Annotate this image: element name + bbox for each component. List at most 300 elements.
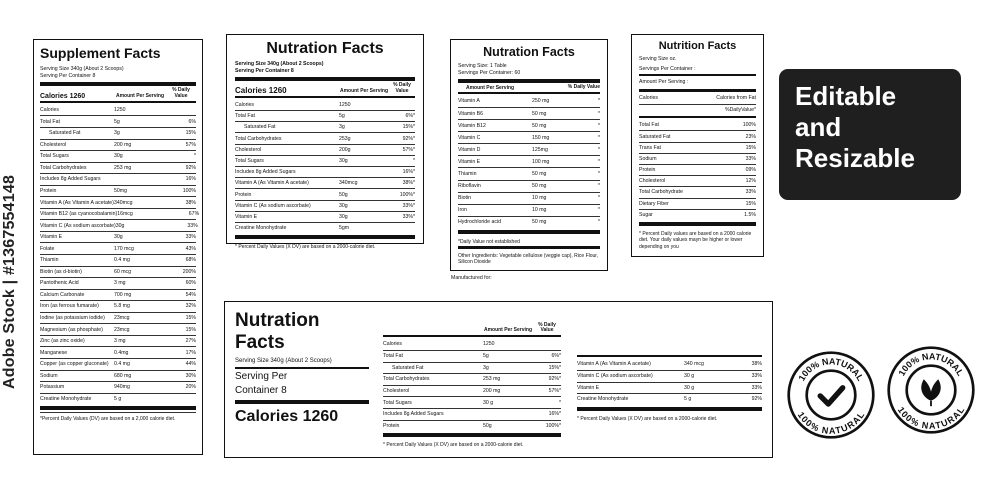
nutrient-amount: 50 mg xyxy=(532,110,547,117)
nutrient-amount: 50 mg xyxy=(532,171,547,178)
servings-per-container: Serving Per Container 8 xyxy=(235,68,294,75)
table-header xyxy=(40,88,196,100)
wide-label-middle-column xyxy=(377,310,567,449)
table-row xyxy=(40,289,196,301)
footnote: * Percent Daily Values (X DV) are based on a 2000-calorie diet. xyxy=(577,415,718,422)
table-row xyxy=(40,277,196,289)
dv-header: % Daily Value xyxy=(172,87,190,99)
nutrient-name: Total Fat xyxy=(639,121,659,128)
nutrient-amount: 250 mg xyxy=(532,97,550,104)
nutrient-name: Vitamin A (As Vitamin A acetate) xyxy=(577,361,651,368)
nutrient-name: Protein xyxy=(40,188,57,195)
table-row xyxy=(458,204,600,216)
table-header xyxy=(458,85,600,91)
table-row xyxy=(383,385,561,397)
table-row xyxy=(235,200,415,211)
nutrient-dv: 09% xyxy=(745,167,756,174)
nutrient-name: Creatine Monohydrate xyxy=(577,396,629,403)
divider xyxy=(40,101,196,103)
nutrient-amount: 30g xyxy=(339,157,348,164)
nutrient-dv: 27% xyxy=(185,338,196,345)
nutrient-dv: 92%* xyxy=(548,376,561,383)
nutrient-name: Cholesterol xyxy=(639,178,666,185)
nutrient-name: Cholesterol xyxy=(40,141,67,148)
natural-check-stamp xyxy=(786,350,876,440)
divider xyxy=(458,79,600,83)
nutrient-dv: 6% xyxy=(188,118,196,125)
divider xyxy=(235,96,415,98)
table-row xyxy=(458,131,600,143)
table-row xyxy=(235,166,415,177)
nutrient-name: Hydrochloride acid xyxy=(458,219,501,226)
table-row xyxy=(458,155,600,167)
nutrient-name: Iron (as ferrous fumarate) xyxy=(40,303,99,310)
table-row xyxy=(577,382,762,394)
stock-credit: Adobe Stock | #1367554148 xyxy=(1,174,18,389)
table-row xyxy=(40,162,196,174)
nutrient-amount: 200 mg xyxy=(483,388,501,395)
table-row xyxy=(577,370,762,382)
nutrient-amount: 200 mg xyxy=(114,141,132,148)
table-row xyxy=(40,381,196,393)
divider xyxy=(235,400,369,404)
nutrient-amount: 1250 xyxy=(339,101,351,108)
nutrient-amount: 10 mg xyxy=(532,195,547,202)
nutrient-name: Trans Fat xyxy=(639,144,662,151)
table-row xyxy=(40,300,196,312)
nutrient-amount: 253g xyxy=(339,135,351,142)
nutrient-amount: 940mg xyxy=(114,384,130,391)
nutrient-dv: 33% xyxy=(745,189,756,196)
nutrient-amount: 1250 xyxy=(483,341,495,348)
nutrient-dv: 57% xyxy=(185,141,196,148)
nutrient-dv: 6%* xyxy=(551,353,561,360)
serving-size: Serving Size oz. xyxy=(639,56,677,62)
nutrient-name: Vitamin A (As Vitamin A acetate) xyxy=(40,199,114,206)
table-row xyxy=(458,192,600,204)
nutrient-dv: * xyxy=(597,158,600,165)
table-row xyxy=(40,185,196,197)
nutrient-amount: 50g xyxy=(483,422,492,429)
manufactured-for: Manufactured for: xyxy=(451,275,492,281)
nutrient-dv: * xyxy=(597,134,600,141)
nutrient-dv: 20% xyxy=(185,384,196,391)
servings-per-container: Servings Per Container : xyxy=(639,66,696,73)
dv-header: % Daily Value xyxy=(393,82,411,94)
dv-header: %DailyValue* xyxy=(724,106,756,113)
table-row xyxy=(458,216,600,228)
nutrient-dv: 100% xyxy=(182,188,196,195)
nutrient-name: Vitamin B6 xyxy=(458,110,483,117)
stamp-text-top: 100% NATURAL xyxy=(796,356,866,383)
nutrient-amount: 0.4 mg xyxy=(114,257,130,264)
nutrient-dv: 57%* xyxy=(548,388,561,395)
nutrient-dv: 54% xyxy=(185,291,196,298)
table-row xyxy=(40,208,200,220)
nutrient-name: Calories xyxy=(40,106,60,113)
table-row xyxy=(235,144,415,155)
table-row xyxy=(383,408,561,420)
nutrient-dv: 6%* xyxy=(405,113,415,120)
table-row xyxy=(40,370,196,382)
divider xyxy=(458,246,600,248)
nutrient-dv: * xyxy=(193,153,196,160)
divider xyxy=(235,235,415,239)
nutrient-amount: 23mcg xyxy=(114,315,130,322)
nutrient-name: Total Carbohydrates xyxy=(235,135,282,142)
nutrient-name: Manganese xyxy=(40,349,68,356)
nutrient-dv: * xyxy=(597,122,600,129)
label-title: Nutration Facts xyxy=(266,40,384,57)
nutrient-dv: 200% xyxy=(182,268,196,275)
nutrient-name: Total Carbohydrate xyxy=(639,189,683,196)
nutrient-amount: 50 mg xyxy=(532,183,547,190)
nutrient-amount: 30g xyxy=(114,234,123,241)
nutrient-amount: 3 mg xyxy=(114,280,126,287)
nutrient-name: Vitamin E xyxy=(40,234,63,241)
table-row xyxy=(40,127,196,139)
table-row xyxy=(458,107,600,119)
nutrient-dv: * xyxy=(412,157,415,164)
nutrient-name: Vitamin C (As sodium ascorbate) xyxy=(40,222,116,229)
nutrient-name: Iodine (as potassium iodide) xyxy=(40,315,105,322)
serving-size: Serving Size 340g (About 2 Scoops) xyxy=(235,357,332,364)
nutrient-dv: * xyxy=(597,97,600,104)
nutrient-name: Saturated Fat xyxy=(49,130,81,137)
nutrient-amount: 30 g xyxy=(684,384,695,391)
divider xyxy=(639,116,756,118)
nutrient-amount: 200g xyxy=(339,146,351,153)
nutrient-amount: 125mg xyxy=(532,146,548,153)
nutrient-dv: 92%* xyxy=(402,135,415,142)
nutrient-name: Protein xyxy=(235,191,252,198)
nutrient-name: Vitamin C (As sodium ascorbate) xyxy=(235,202,311,209)
label-title-line1: Nutration xyxy=(235,310,320,331)
calories-heading: Calories 1260 xyxy=(235,408,339,426)
divider xyxy=(40,406,196,410)
nutrient-dv: 43% xyxy=(185,245,196,252)
nutrient-amount: 0.4 mg xyxy=(114,361,130,368)
other-ingredients: Other Ingredients: Vegetable cellulose (veggie cap), Rice Flour, Silicon Dioxide xyxy=(458,252,599,266)
nutrient-name: Magnesium (as phosphate) xyxy=(40,326,103,333)
nutrient-amount: 0.4mg xyxy=(114,349,129,356)
nutrient-amount: 253 mg xyxy=(114,164,132,171)
table-row xyxy=(40,242,196,254)
nutrient-dv: * xyxy=(558,399,561,406)
nutrient-dv: 38% xyxy=(185,199,196,206)
nutrient-name: Cholesterol xyxy=(235,146,262,153)
nutrient-amount: 340mcg xyxy=(114,199,133,206)
table-row xyxy=(235,155,415,166)
nutrient-table xyxy=(639,119,756,220)
nutrient-name: Saturated Fat xyxy=(244,124,276,131)
table-row xyxy=(383,396,561,408)
nutrient-dv: * xyxy=(597,195,600,202)
table-row xyxy=(639,186,756,197)
table-row xyxy=(40,231,196,243)
table-row xyxy=(40,346,196,358)
divider xyxy=(639,89,756,91)
serving-size: Serving Size 340g (About 2 Scoops) xyxy=(40,66,124,72)
nutrient-name: Vitamin C xyxy=(458,134,481,141)
table-row xyxy=(639,119,756,130)
nutrient-amount: 3g xyxy=(483,364,489,371)
nutrient-name: Vitamin B12 xyxy=(458,122,486,129)
nutrient-name: Vitamin E xyxy=(577,384,600,391)
divider xyxy=(458,230,600,234)
nutrition-facts-label-wide xyxy=(224,301,773,458)
table-row xyxy=(40,266,196,278)
nutrient-name: Copper (as copper gluconate) xyxy=(40,361,109,368)
nutrient-amount: 30g xyxy=(339,202,348,209)
table-row xyxy=(639,164,756,175)
dv-header-row xyxy=(639,104,756,115)
stamp-text-bottom: 100% NATURAL xyxy=(895,405,967,431)
nutrient-name: Vitamin D xyxy=(458,146,481,153)
nutrient-dv: 33%* xyxy=(402,202,415,209)
serving-size: Serving Size: 1 Table xyxy=(458,62,507,69)
table-row xyxy=(235,99,415,110)
nutrient-name: Vitamin E xyxy=(458,158,481,165)
calories-heading: Calories 1260 xyxy=(235,85,287,95)
nutrient-amount: 16mcg xyxy=(117,211,133,218)
table-row xyxy=(235,121,415,132)
table-row xyxy=(458,143,600,155)
amount-per-serving: Amount Per Serving : xyxy=(639,79,689,86)
divider xyxy=(383,433,561,437)
nutrient-amount: 30g xyxy=(115,222,125,229)
nutrient-dv: 100%* xyxy=(545,422,561,429)
dv-header: % Daily Value xyxy=(538,321,556,334)
footnote: * Percent Daily values are based on a 2000 calorie diet. Your daily values mayn be higher or lower depending on you xyxy=(639,230,752,250)
nutrient-amount: 680 mg xyxy=(114,372,132,379)
nutrient-amount: 3 mg xyxy=(114,338,126,345)
table-row xyxy=(458,95,600,107)
nutrient-amount: 30 g xyxy=(684,373,695,380)
divider xyxy=(577,355,762,357)
nutrient-name: Thiamin xyxy=(40,257,59,264)
nutrient-dv: 67% xyxy=(188,211,200,218)
nutrient-dv: 68% xyxy=(185,257,196,264)
nutrient-amount: 23mcg xyxy=(114,326,130,333)
table-row xyxy=(235,211,415,222)
nutrition-facts-label-2 xyxy=(450,39,608,271)
table-row xyxy=(639,209,756,220)
table-row xyxy=(40,150,196,162)
nutrient-dv: 15% xyxy=(745,144,756,151)
nutrition-facts-label-1 xyxy=(226,34,424,251)
nutrient-name: Riboflavin xyxy=(458,183,481,190)
nutrient-name: Sugar xyxy=(639,211,653,218)
nutrient-dv: 33% xyxy=(751,373,762,380)
nutrient-name: Calories xyxy=(383,341,403,348)
table-header xyxy=(383,310,561,334)
amount-header: Amount Per Serving xyxy=(466,84,515,91)
badge-line: Editable xyxy=(795,81,897,111)
table-row xyxy=(383,350,561,362)
nutrient-dv: 33%* xyxy=(402,213,415,220)
label-title: Nutration Facts xyxy=(483,45,575,59)
nutrient-dv: 17% xyxy=(185,349,196,356)
table-row xyxy=(235,177,415,188)
servings-line2: Container 8 xyxy=(235,385,287,397)
table-row xyxy=(639,198,756,209)
nutrient-amount: 3g xyxy=(339,124,345,131)
nutrient-amount: 340mcg xyxy=(339,180,358,187)
nutrient-name: Vitamin C (As sodium ascorbate) xyxy=(577,373,653,380)
serving-size: Serving Size 340g (About 2 Scoops) xyxy=(235,61,324,67)
table-row xyxy=(458,180,600,192)
divider xyxy=(458,92,600,94)
nutrient-amount: 50 mg xyxy=(532,219,547,226)
editable-badge xyxy=(779,69,961,200)
amount-header: Amount Per Serving xyxy=(115,92,165,99)
nutrient-amount: 30g xyxy=(339,213,348,220)
divider xyxy=(40,82,196,86)
amount-header: Amount Per Serving xyxy=(483,327,533,334)
nutrient-amount: 10 mg xyxy=(532,207,547,214)
nutrient-amount: 30 g xyxy=(483,399,494,406)
table-row xyxy=(235,132,415,143)
nutrient-name: Saturated Fat xyxy=(392,364,424,371)
nutrient-amount: 5gm xyxy=(339,225,350,232)
table-row xyxy=(40,139,196,151)
table-row xyxy=(40,196,196,208)
dv-header: % Daily Value xyxy=(567,83,600,90)
divider xyxy=(577,407,762,411)
label-title-line2: Facts xyxy=(235,331,285,353)
table-header xyxy=(235,83,415,95)
table-row xyxy=(383,373,561,385)
nutrient-name: Thiamin xyxy=(458,171,477,178)
table-row xyxy=(40,358,196,370)
nutrient-name: Protein xyxy=(383,422,400,429)
table-row xyxy=(40,173,196,185)
nutrient-amount: 340 mcg xyxy=(684,361,704,368)
nutrient-amount: 30g xyxy=(114,153,123,160)
nutrient-dv: * xyxy=(597,219,600,226)
table-row xyxy=(235,110,415,121)
nutrient-amount: 5 g xyxy=(684,396,692,403)
stamp-inner-ring xyxy=(807,371,856,420)
nutrient-dv: * xyxy=(597,207,600,214)
nutrition-facts-label-3 xyxy=(631,34,764,257)
stamp-inner-ring xyxy=(907,366,956,415)
check-icon xyxy=(820,388,843,404)
nutrient-name: Creatine Monohydrate xyxy=(235,225,287,232)
amount-header: Amount Per Serving xyxy=(339,87,389,94)
nutrient-dv: 15%* xyxy=(402,124,415,131)
nutrient-dv: 23% xyxy=(745,133,756,140)
nutrient-name: Total Sugars xyxy=(235,157,264,164)
servings-per-container: Serving Per Container 8 xyxy=(40,73,96,80)
nutrient-dv: 15%* xyxy=(548,364,561,371)
nutrient-name: Cholesterol xyxy=(383,388,410,395)
table-row xyxy=(639,142,756,153)
badge-line: and xyxy=(795,112,842,143)
footnote: *Percent Daily Values (DV) are based on a 2,000 calorie diet. xyxy=(40,412,196,423)
table-row xyxy=(235,222,415,233)
nutrient-amount: 5 g xyxy=(114,395,122,402)
table-row xyxy=(40,312,196,324)
servings-per-container: Servings Per Container: 60 xyxy=(458,69,521,76)
servings-line1: Serving Per xyxy=(235,371,288,383)
nutrient-dv: 92% xyxy=(751,396,762,403)
table-row xyxy=(383,362,561,374)
nutrient-table xyxy=(458,95,600,228)
divider xyxy=(383,335,561,337)
table-row xyxy=(639,153,756,164)
nutrient-name: Pantothenic Acid xyxy=(40,280,79,287)
nutrient-name: Includes 8g Added Sugars xyxy=(235,169,296,176)
stamp-text-bottom: 100% NATURAL xyxy=(795,410,867,436)
nutrient-amount: 5g xyxy=(339,113,345,120)
nutrient-dv: 30% xyxy=(185,372,196,379)
nutrient-name: Total Carbohydrates xyxy=(40,164,87,171)
nutrient-name: Potassium xyxy=(40,384,65,391)
nutrient-name: Folate xyxy=(40,245,55,252)
nutrient-dv: 38%* xyxy=(402,180,415,187)
nutrient-dv: 12% xyxy=(745,178,756,185)
nutrient-dv: 33% xyxy=(745,155,756,162)
wide-label-title-column xyxy=(235,310,377,449)
table-row xyxy=(383,338,561,350)
label-title: Supplement Facts xyxy=(40,45,161,61)
nutrient-amount: 50 mg xyxy=(532,122,547,129)
nutrient-name: Sodium xyxy=(40,372,58,379)
nutrient-dv: 16% xyxy=(185,176,196,183)
nutrient-amount: 170 mcg xyxy=(114,245,134,252)
nutrient-table xyxy=(235,99,415,233)
label-title: Nutrition Facts xyxy=(658,40,737,52)
nutrient-name: Vitamin E xyxy=(235,213,258,220)
nutrient-amount: 3g xyxy=(114,130,120,137)
nutrient-dv: 15% xyxy=(185,130,196,137)
nutrient-name: Total Fat xyxy=(383,353,403,360)
table-row xyxy=(40,323,196,335)
divider xyxy=(235,367,369,369)
nutrient-amount: 100 mg xyxy=(532,158,550,165)
nutrient-name: Sodium xyxy=(639,155,657,162)
table-row xyxy=(639,130,756,141)
nutrient-dv: 33% xyxy=(187,222,198,229)
nutrient-dv: * xyxy=(597,146,600,153)
nutrient-amount: 1250 xyxy=(114,106,126,113)
table-row xyxy=(40,219,196,231)
not-established-note: *Daily Value not established xyxy=(458,238,520,245)
table-row xyxy=(458,167,600,179)
table-row xyxy=(458,119,600,131)
nutrient-name: Saturated Fat xyxy=(639,133,671,140)
nutrient-dv: 100% xyxy=(742,121,756,128)
nutrient-amount: 5.8 mg xyxy=(114,303,130,310)
table-row xyxy=(235,188,415,199)
table-row xyxy=(383,420,561,432)
nutrient-dv: 92% xyxy=(185,164,196,171)
nutrient-table xyxy=(577,358,762,404)
nutrient-name: Total Fat xyxy=(40,118,60,125)
footnote: * Percent Daily Values (X DV) are based on a 2000-calorie diet. xyxy=(235,244,376,251)
table-row xyxy=(577,393,762,405)
nutrient-amount: 5g xyxy=(114,118,120,125)
nutrient-name: Vitamin A (As Vitamin A acetate) xyxy=(235,180,309,187)
nutrient-dv: 32% xyxy=(185,303,196,310)
nutrient-amount: 50g xyxy=(339,191,348,198)
nutrient-name: Includes 8g Added Sugars xyxy=(40,176,101,183)
nutrient-amount: 5g xyxy=(483,353,489,360)
nutrient-name: Total Sugars xyxy=(40,153,69,160)
table-row xyxy=(639,175,756,186)
